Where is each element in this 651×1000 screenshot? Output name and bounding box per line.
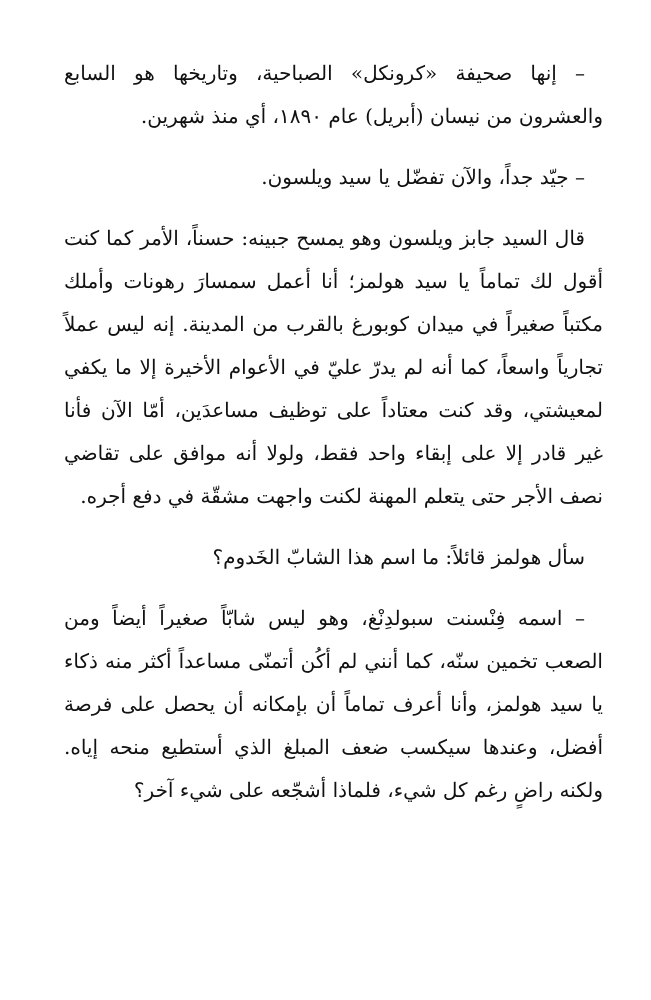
paragraph-very-good: – جيّد جداً، والآن تفضّل يا سيد ويلسون. bbox=[261, 165, 585, 189]
paragraph-wilson-story: قال السيد جابز ويلسون وهو يمسح جبينه: حسناً، الأمر كما كنت أقول لك تماماً يا سيد هولمز؛ أنا أعمل سمسارَ رهونات وأملك مكتباً صغيراً في ميدان كوبورغ بالقرب من المدينة. إنه ليس عملاً تجارياً واسعاً، كما أنه لم يدرّ عليّ في الأعوام الأخيرة إلا ما يكفي لمعيشتي، وقد كنت معتاداً على توظيف مساعدَين، أمّا الآن فأنا غير قادر إلا على إبقاء واحد فقط، ولولا أنه موافق على تقاضي نصف الأجر حتى يتعلم المهنة لكنت واجهت مشقّة في دفع أجره. bbox=[64, 226, 603, 508]
paragraph-assistant-name: – اسمه فِنْسنت سبولدِنْغ، وهو ليس شابّاً صغيراً أيضاً ومن الصعب تخمين سنّه، كما أنني لم أكُن أتمنّى مساعداً أكثر منه ذكاء يا سيد هولمز، وأنا أعرف تماماً أن بإمكانه أن يحصل على فرصة أفضل، وعندها سيكسب ضعف المبلغ الذي أستطيع منحه إياه. ولكنه راضٍ رغم كل شيء، فلماذا أشجّعه على شيء آخر؟ bbox=[64, 606, 603, 802]
paragraph-holmes-question: سأل هولمز قائلاً: ما اسم هذا الشابّ الخَدوم؟ bbox=[212, 545, 585, 569]
paragraph-newspaper-date: – إنها صحيفة «كرونكل» الصباحية، وتاريخها هو السابع والعشرون من نيسان (أبريل) عام ١٨٩٠، أي منذ شهرين. bbox=[64, 61, 603, 128]
book-page bbox=[64, 52, 603, 812]
